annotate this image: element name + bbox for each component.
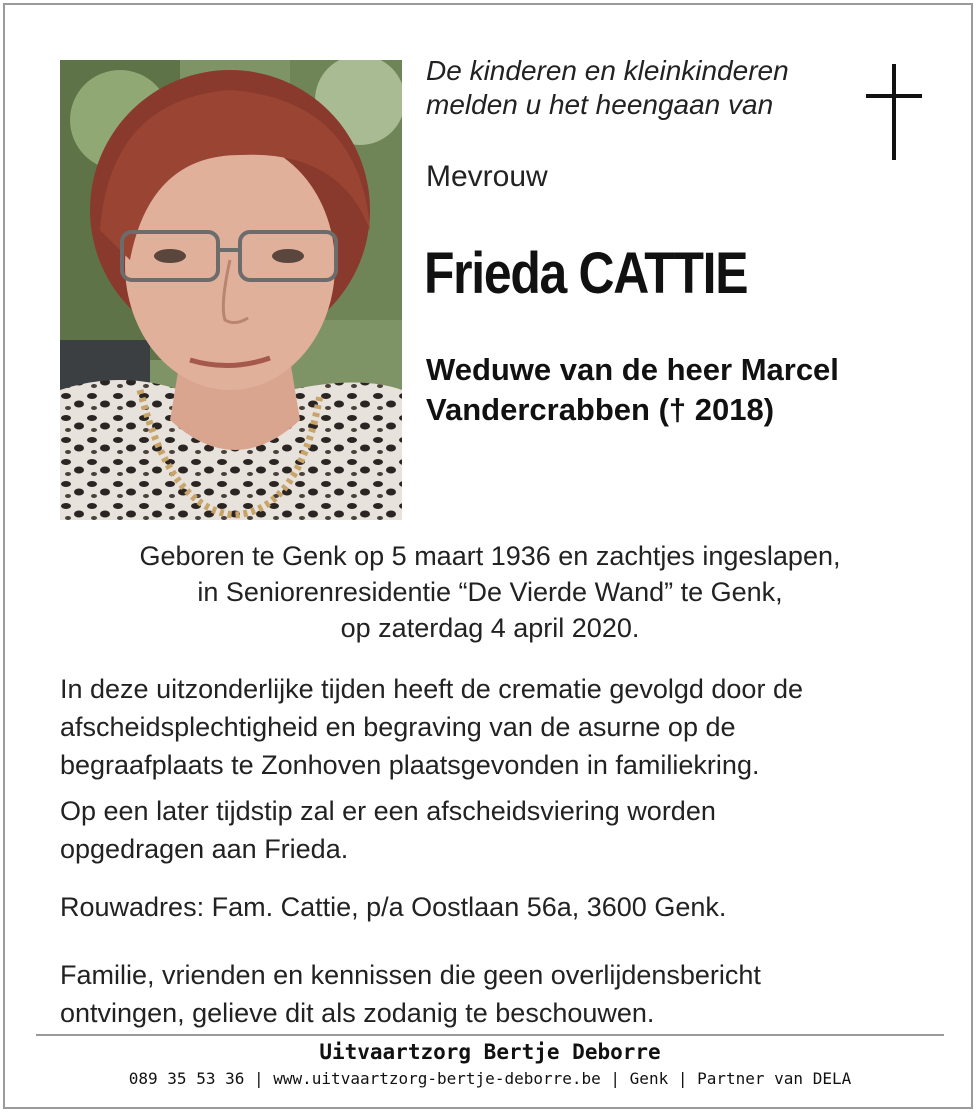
paragraph-line: ontvingen, gelieve dit als zodanig te beschouwen. (60, 998, 655, 1028)
birth-line: in Seniorenresidentie “De Vierde Wand” te Genk, (197, 577, 783, 607)
paragraph-line: In deze uitzonderlijke tijden heeft de crematie gevolgd door de (60, 674, 803, 704)
paragraph-line: afscheidsplechtigheid en begraving van de asurne op de (60, 712, 736, 742)
funeral-home-contact: 089 35 53 36 | www.uitvaartzorg-bertje-deborre.be | Genk | Partner van DELA (128, 1069, 852, 1088)
farewell-paragraph (60, 792, 940, 868)
widow-line: Weduwe van de heer Marcel (426, 352, 839, 387)
notice-paragraph (60, 956, 940, 1032)
cross-icon (866, 64, 922, 160)
paragraph-line: begraafplaats te Zonhoven plaatsgevonden in familiekring. (60, 750, 760, 780)
ceremony-paragraph (60, 670, 940, 784)
footer-divider (36, 1034, 944, 1036)
portrait-photo (60, 60, 402, 520)
paragraph-line: Op een later tijdstip zal er een afscheidsviering worden (60, 796, 716, 826)
widow-note (426, 350, 946, 430)
birth-death-info (40, 538, 940, 646)
widow-line: Vandercrabben († 2018) (426, 392, 775, 427)
birth-line: op zaterdag 4 april 2020. (340, 613, 640, 643)
intro-text (426, 54, 846, 122)
mourning-address (60, 888, 940, 926)
intro-line: melden u het heengaan van (426, 89, 774, 120)
deceased-name: Frieda CATTIE (424, 241, 748, 306)
salutation: Mevrouw (426, 160, 548, 193)
birth-line: Geboren te Genk op 5 maart 1936 en zachtjes ingeslapen, (139, 541, 841, 571)
funeral-home-name: Uitvaartzorg Bertje Deborre (319, 1040, 661, 1064)
paragraph-line: opgedragen aan Frieda. (60, 834, 349, 864)
intro-line: De kinderen en kleinkinderen (426, 55, 789, 86)
address-line: Rouwadres: Fam. Cattie, p/a Oostlaan 56a, 3600 Genk. (60, 892, 727, 922)
paragraph-line: Familie, vrienden en kennissen die geen overlijdensbericht (60, 960, 761, 990)
